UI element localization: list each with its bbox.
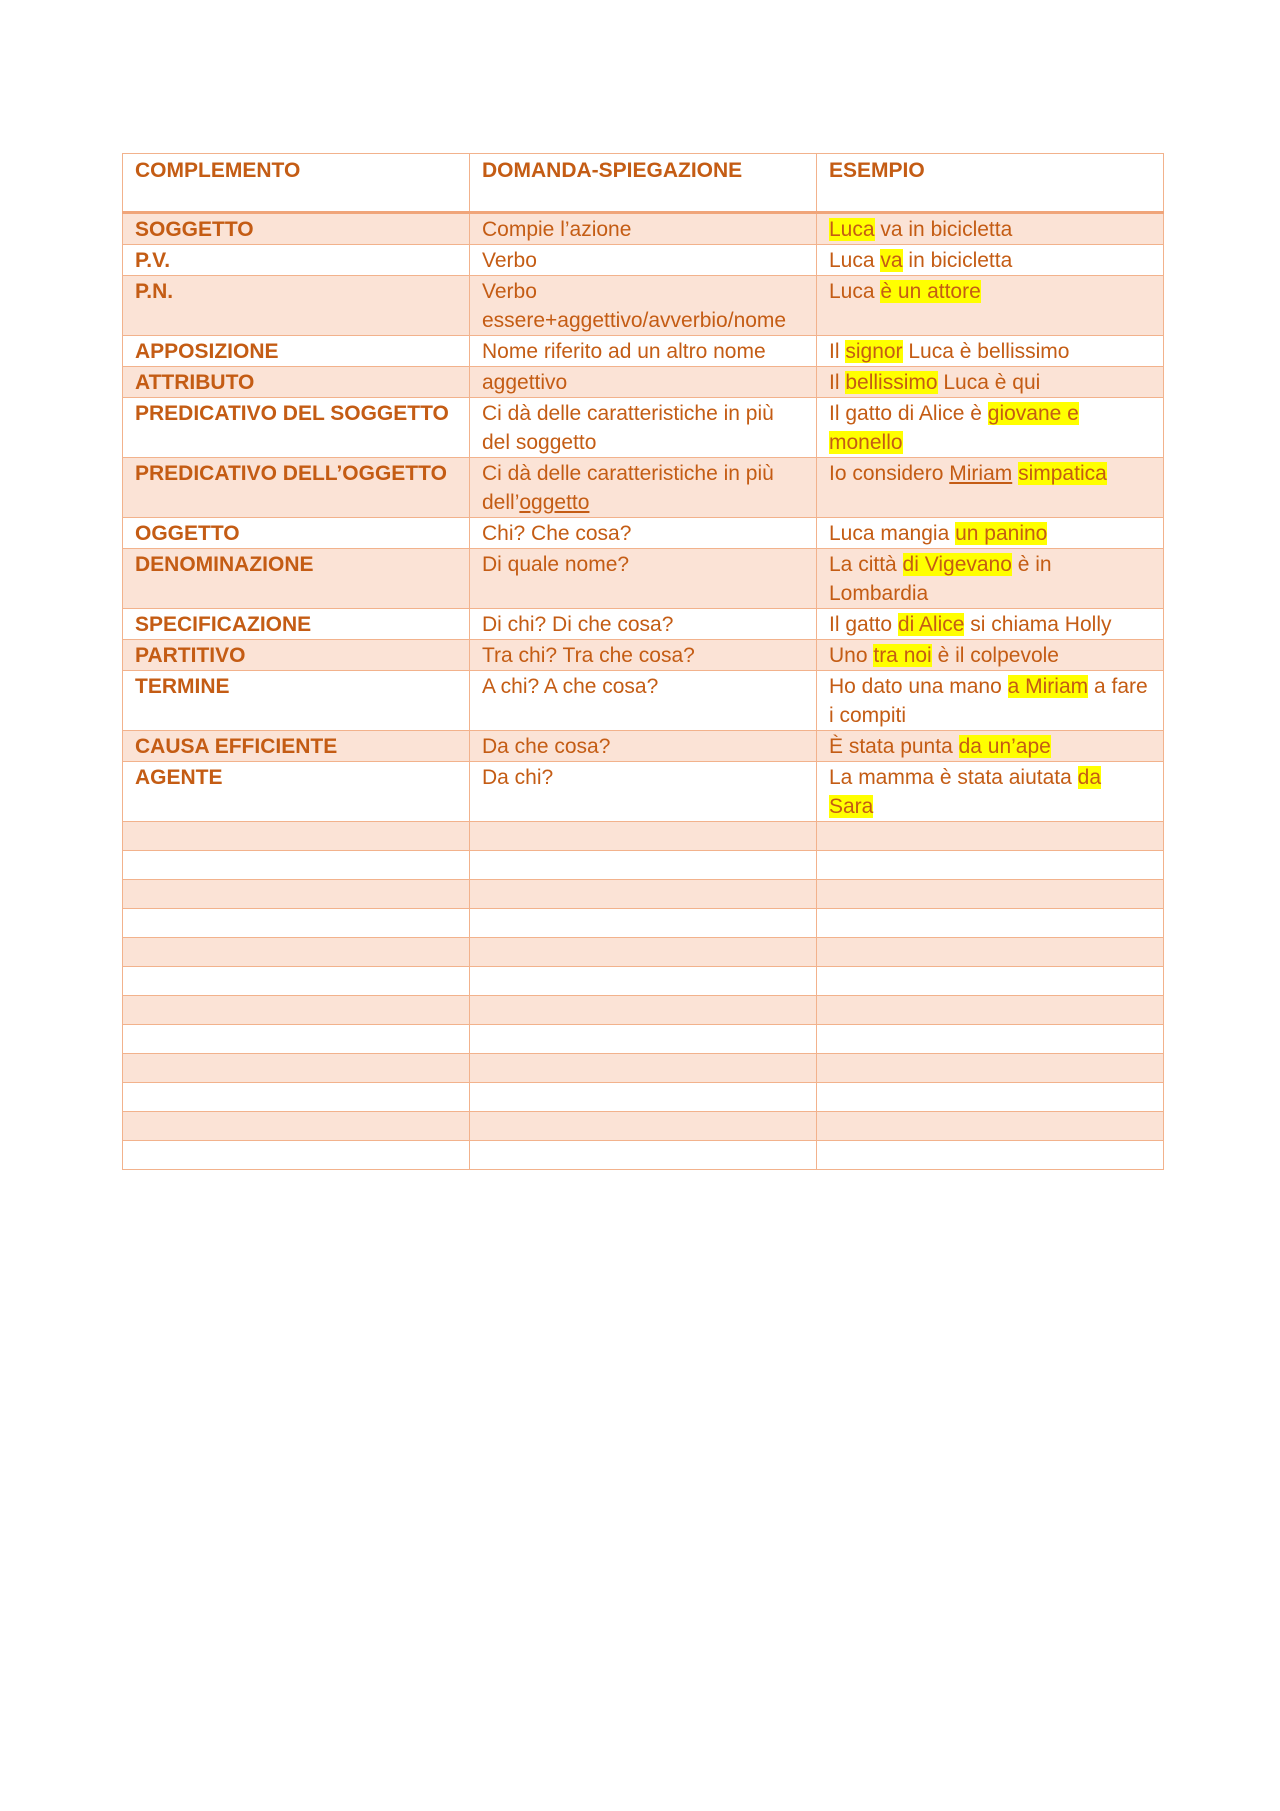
cell-text: La città bbox=[829, 553, 903, 576]
highlighted-text: giovane e monello bbox=[829, 402, 1079, 454]
empty-cell bbox=[123, 1054, 470, 1083]
empty-cell bbox=[470, 1025, 817, 1054]
empty-table-row bbox=[123, 938, 1164, 967]
header-row bbox=[123, 154, 1164, 213]
empty-cell bbox=[470, 967, 817, 996]
empty-cell bbox=[123, 1141, 470, 1170]
empty-cell bbox=[470, 851, 817, 880]
complemento-cell: OGGETTO bbox=[123, 518, 470, 549]
table-row bbox=[123, 731, 1164, 762]
domanda-cell bbox=[470, 731, 817, 762]
empty-cell bbox=[470, 909, 817, 938]
esempio-cell bbox=[817, 245, 1164, 276]
highlighted-text: da Sara bbox=[829, 766, 1101, 818]
complemento-cell: APPOSIZIONE bbox=[123, 336, 470, 367]
table-header bbox=[123, 154, 1164, 213]
cell-text: Il bbox=[829, 371, 846, 394]
complemento-cell: PREDICATIVO DEL SOGGETTO bbox=[123, 398, 470, 458]
empty-cell bbox=[470, 1112, 817, 1141]
empty-cell bbox=[817, 1083, 1164, 1112]
domanda-cell bbox=[470, 245, 817, 276]
esempio-cell bbox=[817, 549, 1164, 609]
empty-table-row bbox=[123, 1054, 1164, 1083]
table-row bbox=[123, 549, 1164, 609]
cell-text: in bicicletta bbox=[902, 249, 1013, 272]
esempio-cell bbox=[817, 762, 1164, 822]
esempio-cell bbox=[817, 276, 1164, 336]
cell-text: Luca bbox=[829, 280, 881, 303]
empty-table-row bbox=[123, 1112, 1164, 1141]
header-esempio: ESEMPIO bbox=[817, 154, 1164, 213]
cell-text: va in bicicletta bbox=[874, 218, 1013, 241]
highlighted-text: di Vigevano bbox=[902, 553, 1012, 576]
table-row bbox=[123, 458, 1164, 518]
table-row bbox=[123, 518, 1164, 549]
cell-text: Verbo bbox=[482, 249, 537, 272]
empty-cell bbox=[123, 967, 470, 996]
domanda-cell bbox=[470, 276, 817, 336]
cell-text: è in Lombardia bbox=[829, 553, 1052, 605]
empty-cell bbox=[817, 996, 1164, 1025]
highlighted-text: va bbox=[880, 249, 903, 272]
domanda-cell bbox=[470, 398, 817, 458]
empty-table-row bbox=[123, 909, 1164, 938]
complemento-cell: CAUSA EFFICIENTE bbox=[123, 731, 470, 762]
empty-cell bbox=[123, 822, 470, 851]
complemento-cell: SOGGETTO bbox=[123, 213, 470, 245]
esempio-cell bbox=[817, 336, 1164, 367]
cell-text: si chiama Holly bbox=[964, 613, 1112, 636]
esempio-cell bbox=[817, 398, 1164, 458]
empty-cell bbox=[123, 1083, 470, 1112]
empty-table-row bbox=[123, 851, 1164, 880]
domanda-cell bbox=[470, 458, 817, 518]
complementi-table bbox=[122, 153, 1164, 1170]
empty-cell bbox=[123, 851, 470, 880]
cell-text: Verbo essere+aggettivo/avverbio/nome bbox=[482, 280, 787, 332]
highlighted-text: da un’ape bbox=[958, 735, 1051, 758]
empty-table-row bbox=[123, 822, 1164, 851]
complemento-cell: ATTRIBUTO bbox=[123, 367, 470, 398]
cell-text: Luca mangia bbox=[829, 522, 956, 545]
cell-text: Ho dato una mano bbox=[829, 675, 1008, 698]
complemento-cell: P.N. bbox=[123, 276, 470, 336]
empty-table-row bbox=[123, 967, 1164, 996]
table-row bbox=[123, 398, 1164, 458]
complemento-cell: SPECIFICAZIONE bbox=[123, 609, 470, 640]
domanda-cell bbox=[470, 213, 817, 245]
highlighted-text: un panino bbox=[955, 522, 1048, 545]
table-row bbox=[123, 336, 1164, 367]
table-row bbox=[123, 367, 1164, 398]
cell-text: Ci dà delle caratteristiche in più del soggetto bbox=[482, 402, 774, 454]
empty-cell bbox=[470, 822, 817, 851]
highlighted-text: Luca bbox=[829, 218, 875, 241]
cell-text: Luca è bellissimo bbox=[902, 340, 1070, 363]
empty-cell bbox=[817, 938, 1164, 967]
complemento-cell: P.V. bbox=[123, 245, 470, 276]
highlighted-text: signor bbox=[845, 340, 903, 363]
empty-cell bbox=[470, 996, 817, 1025]
empty-table-row bbox=[123, 1083, 1164, 1112]
cell-text: Da che cosa? bbox=[482, 735, 611, 758]
esempio-cell bbox=[817, 640, 1164, 671]
domanda-cell bbox=[470, 609, 817, 640]
esempio-cell bbox=[817, 458, 1164, 518]
esempio-cell bbox=[817, 367, 1164, 398]
cell-text: Uno bbox=[829, 644, 874, 667]
empty-cell bbox=[123, 1112, 470, 1141]
table-row bbox=[123, 213, 1164, 245]
cell-text: Tra chi? Tra che cosa? bbox=[482, 644, 695, 667]
domanda-cell bbox=[470, 367, 817, 398]
complemento-cell: PARTITIVO bbox=[123, 640, 470, 671]
esempio-cell bbox=[817, 671, 1164, 731]
cell-text: Ci dà delle caratteristiche in più dell’ bbox=[482, 462, 774, 514]
empty-cell bbox=[123, 909, 470, 938]
empty-cell bbox=[817, 967, 1164, 996]
domanda-cell bbox=[470, 671, 817, 731]
highlighted-text: simpatica bbox=[1018, 462, 1107, 485]
cell-text: Io considero bbox=[829, 462, 950, 485]
cell-text: Luca è qui bbox=[937, 371, 1041, 394]
header-complemento: COMPLEMENTO bbox=[123, 154, 470, 213]
cell-text: La mamma è stata aiutata bbox=[829, 766, 1078, 789]
cell-text: A chi? A che cosa? bbox=[482, 675, 659, 698]
empty-cell bbox=[123, 996, 470, 1025]
domanda-cell bbox=[470, 336, 817, 367]
cell-text: Il bbox=[829, 340, 846, 363]
empty-cell bbox=[817, 1025, 1164, 1054]
cell-text: Di chi? Di che cosa? bbox=[482, 613, 674, 636]
table-row bbox=[123, 671, 1164, 731]
highlighted-text: tra noi bbox=[873, 644, 932, 667]
empty-table-row bbox=[123, 1025, 1164, 1054]
highlighted-text: di Alice bbox=[897, 613, 965, 636]
highlighted-text: a Miriam bbox=[1007, 675, 1089, 698]
esempio-cell bbox=[817, 213, 1164, 245]
cell-text: Da chi? bbox=[482, 766, 554, 789]
cell-text: Il gatto bbox=[829, 613, 898, 636]
cell-text: Luca bbox=[829, 249, 881, 272]
cell-text: Compie l’azione bbox=[482, 218, 632, 241]
complemento-cell: DENOMINAZIONE bbox=[123, 549, 470, 609]
empty-cell bbox=[817, 909, 1164, 938]
empty-table-row bbox=[123, 996, 1164, 1025]
underlined-text: Miriam bbox=[949, 462, 1013, 485]
empty-table-row bbox=[123, 880, 1164, 909]
empty-cell bbox=[123, 938, 470, 967]
table-row bbox=[123, 276, 1164, 336]
cell-text: Di quale nome? bbox=[482, 553, 630, 576]
empty-cell bbox=[470, 880, 817, 909]
table-row bbox=[123, 609, 1164, 640]
empty-cell bbox=[817, 1112, 1164, 1141]
highlighted-text: è un attore bbox=[880, 280, 981, 303]
cell-text: Nome riferito ad un altro nome bbox=[482, 340, 766, 363]
empty-cell bbox=[817, 1141, 1164, 1170]
empty-cell bbox=[817, 1054, 1164, 1083]
empty-cell bbox=[470, 938, 817, 967]
cell-text: a fare i compiti bbox=[829, 675, 1148, 727]
complemento-cell: AGENTE bbox=[123, 762, 470, 822]
domanda-cell bbox=[470, 518, 817, 549]
underlined-text: oggetto bbox=[519, 491, 590, 514]
empty-cell bbox=[817, 822, 1164, 851]
cell-text: Chi? Che cosa? bbox=[482, 522, 632, 545]
table-row bbox=[123, 640, 1164, 671]
header-domanda-spiegazione: DOMANDA-SPIEGAZIONE bbox=[470, 154, 817, 213]
domanda-cell bbox=[470, 762, 817, 822]
empty-cell bbox=[470, 1141, 817, 1170]
empty-cell bbox=[817, 851, 1164, 880]
esempio-cell bbox=[817, 518, 1164, 549]
table-row bbox=[123, 762, 1164, 822]
cell-text: aggettivo bbox=[482, 371, 568, 394]
esempio-cell bbox=[817, 731, 1164, 762]
empty-cell bbox=[817, 880, 1164, 909]
cell-text: Il gatto di Alice è bbox=[829, 402, 988, 425]
empty-cell bbox=[123, 880, 470, 909]
empty-cell bbox=[123, 1025, 470, 1054]
esempio-cell bbox=[817, 609, 1164, 640]
table-body bbox=[123, 213, 1164, 1170]
empty-cell bbox=[470, 1083, 817, 1112]
cell-text: È stata punta bbox=[829, 735, 959, 758]
domanda-cell bbox=[470, 640, 817, 671]
empty-cell bbox=[470, 1054, 817, 1083]
domanda-cell bbox=[470, 549, 817, 609]
cell-text: è il colpevole bbox=[931, 644, 1059, 667]
complemento-cell: TERMINE bbox=[123, 671, 470, 731]
complemento-cell: PREDICATIVO DELL’OGGETTO bbox=[123, 458, 470, 518]
table-row bbox=[123, 245, 1164, 276]
empty-table-row bbox=[123, 1141, 1164, 1170]
highlighted-text: bellissimo bbox=[845, 371, 938, 394]
